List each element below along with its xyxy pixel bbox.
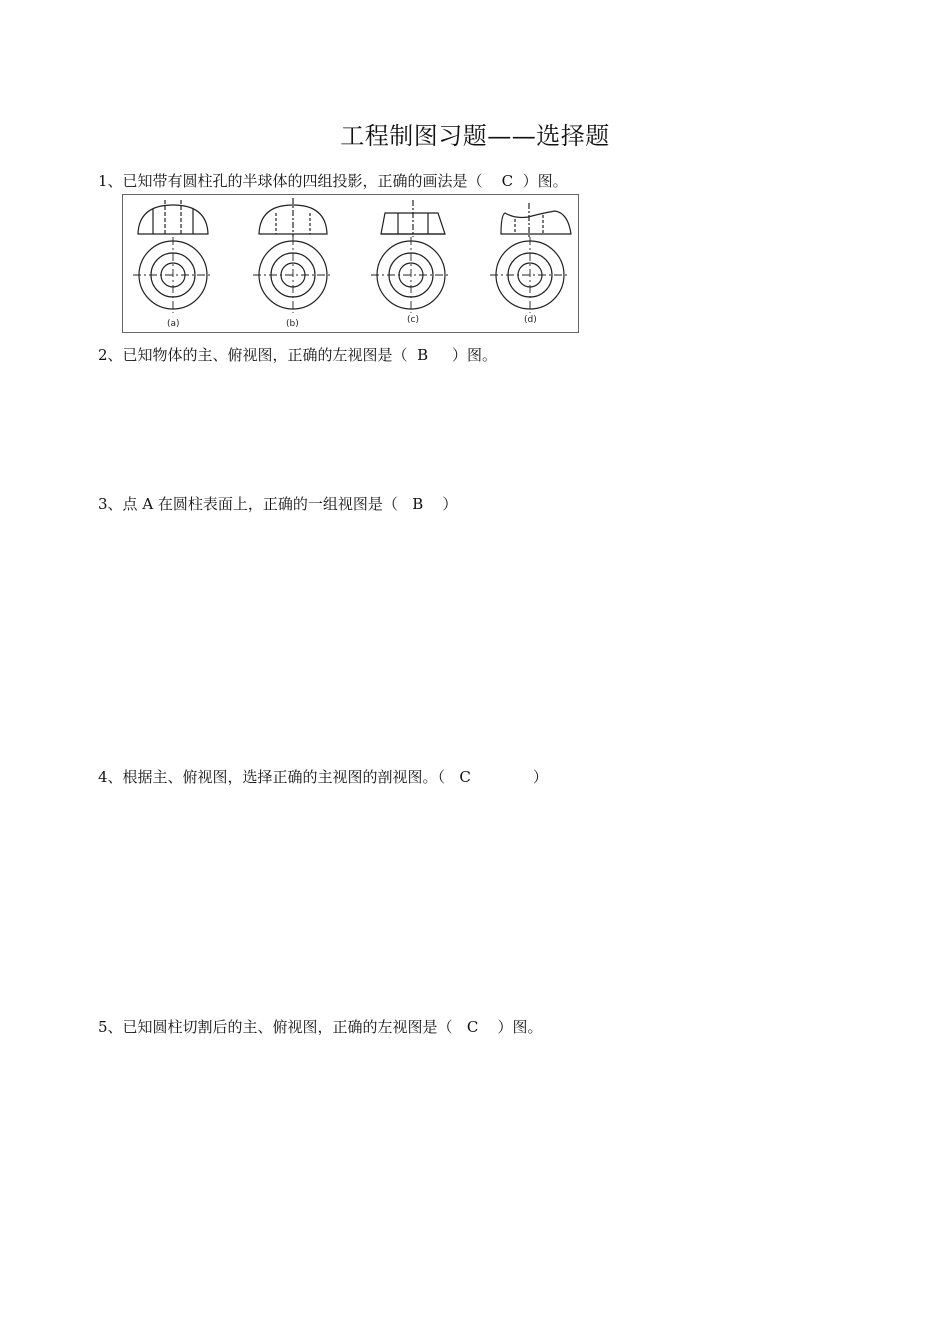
- answer: C: [501, 172, 514, 190]
- question-3: [98, 493, 457, 514]
- figure-svg: [123, 195, 580, 334]
- figure-label-c: (c): [407, 315, 419, 325]
- question-number: 2、: [98, 346, 123, 364]
- question-text-end: ）图。: [451, 346, 497, 364]
- question-text-end: ）图。: [522, 172, 568, 190]
- question-text: 点 A 在圆柱表面上，正确的一组视图是（: [122, 495, 398, 513]
- question-number: 4、: [98, 768, 123, 786]
- question-4: [98, 766, 548, 787]
- question-text-end: ）: [442, 495, 458, 513]
- answer: B: [417, 346, 429, 364]
- question-1: [98, 170, 568, 191]
- question-text: 已知物体的主、俯视图，正确的左视图是（: [122, 346, 408, 364]
- question-number: 5、: [98, 1018, 123, 1036]
- question-number: 3、: [98, 495, 123, 513]
- question-5: [98, 1016, 542, 1037]
- option-b-drawing: [253, 198, 333, 313]
- question-text: 根据主、俯视图，选择正确的主视图的剖视图。（: [122, 768, 446, 786]
- option-d-drawing: [490, 203, 571, 313]
- figure-label-a: (a): [167, 319, 180, 329]
- question-number: 1、: [98, 172, 123, 190]
- option-c-drawing: [371, 200, 451, 313]
- figure-label-b: (b): [286, 319, 299, 329]
- answer: C: [459, 768, 471, 786]
- hemisphere-projection-figure: [122, 194, 579, 333]
- question-text-end: ）: [532, 768, 548, 786]
- option-a-drawing: [133, 200, 213, 313]
- question-text-end: ）图。: [497, 1018, 543, 1036]
- answer: C: [466, 1018, 479, 1036]
- page-title: 工程制图习题——选择题: [340, 122, 610, 150]
- question-2: [98, 344, 497, 365]
- question-text: 已知圆柱切割后的主、俯视图，正确的左视图是（: [122, 1018, 453, 1036]
- answer: B: [412, 495, 424, 513]
- question-text: 已知带有圆柱孔的半球体的四组投影，正确的画法是（: [122, 172, 483, 190]
- figure-label-d: (d): [524, 315, 537, 325]
